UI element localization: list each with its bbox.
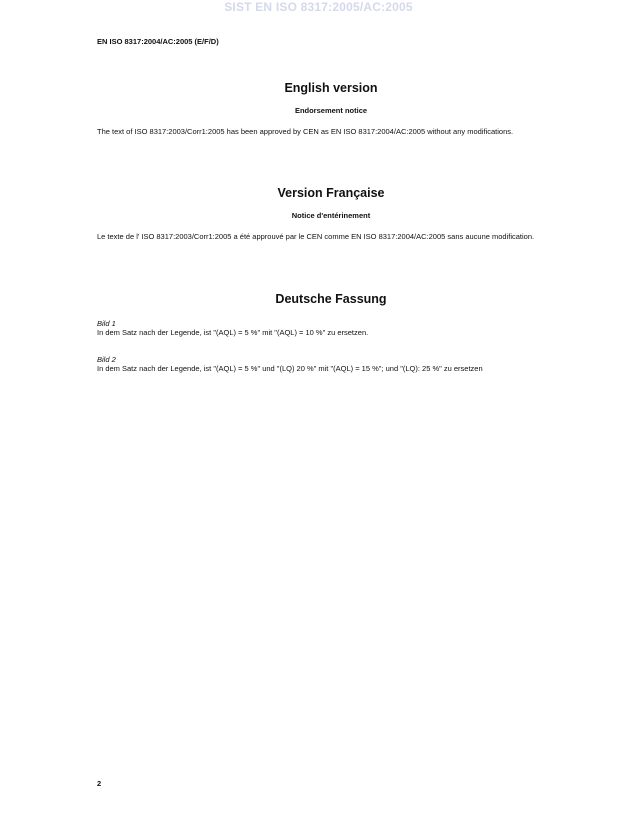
french-title: Version Française — [277, 186, 385, 200]
french-body: Le texte de l' ISO 8317:2003/Corr1:2005 a été approuvé par le CEN comme EN ISO 8317:2004/AC:2005 sans aucune modification. — [97, 232, 535, 241]
english-body: The text of ISO 8317:2003/Corr1:2005 has been approved by CEN as EN ISO 8317:2004/AC:2005 without any modifications. — [97, 127, 514, 136]
bild-2-body: In dem Satz nach der Legende, ist "(AQL) = 5 %" und "(LQ) 20 %" mit "(AQL) = 15 %"; und "(LQ): 25 %" zu ersetzen — [97, 364, 483, 373]
french-section — [97, 186, 565, 241]
bild-2-block — [97, 355, 565, 373]
german-section — [97, 292, 565, 373]
page-number: 2 — [97, 779, 102, 788]
document-code: EN ISO 8317:2004/AC:2005 (E/F/D) — [97, 37, 219, 46]
bild-1-block — [97, 319, 565, 337]
english-title: English version — [284, 81, 378, 95]
english-section — [97, 81, 565, 136]
english-subtitle: Endorsement notice — [294, 106, 368, 115]
french-subtitle: Notice d'entérinement — [291, 211, 371, 220]
watermark: SIST EN ISO 8317:2005/AC:2005 — [224, 0, 413, 14]
bild-1-title: Bild 1 — [97, 319, 116, 328]
bild-1-body: In dem Satz nach der Legende, ist "(AQL) = 5 %" mit "(AQL) = 10 %" zu ersetzen. — [97, 328, 369, 337]
german-title: Deutsche Fassung — [275, 292, 387, 306]
bild-2-title: Bild 2 — [97, 355, 116, 364]
